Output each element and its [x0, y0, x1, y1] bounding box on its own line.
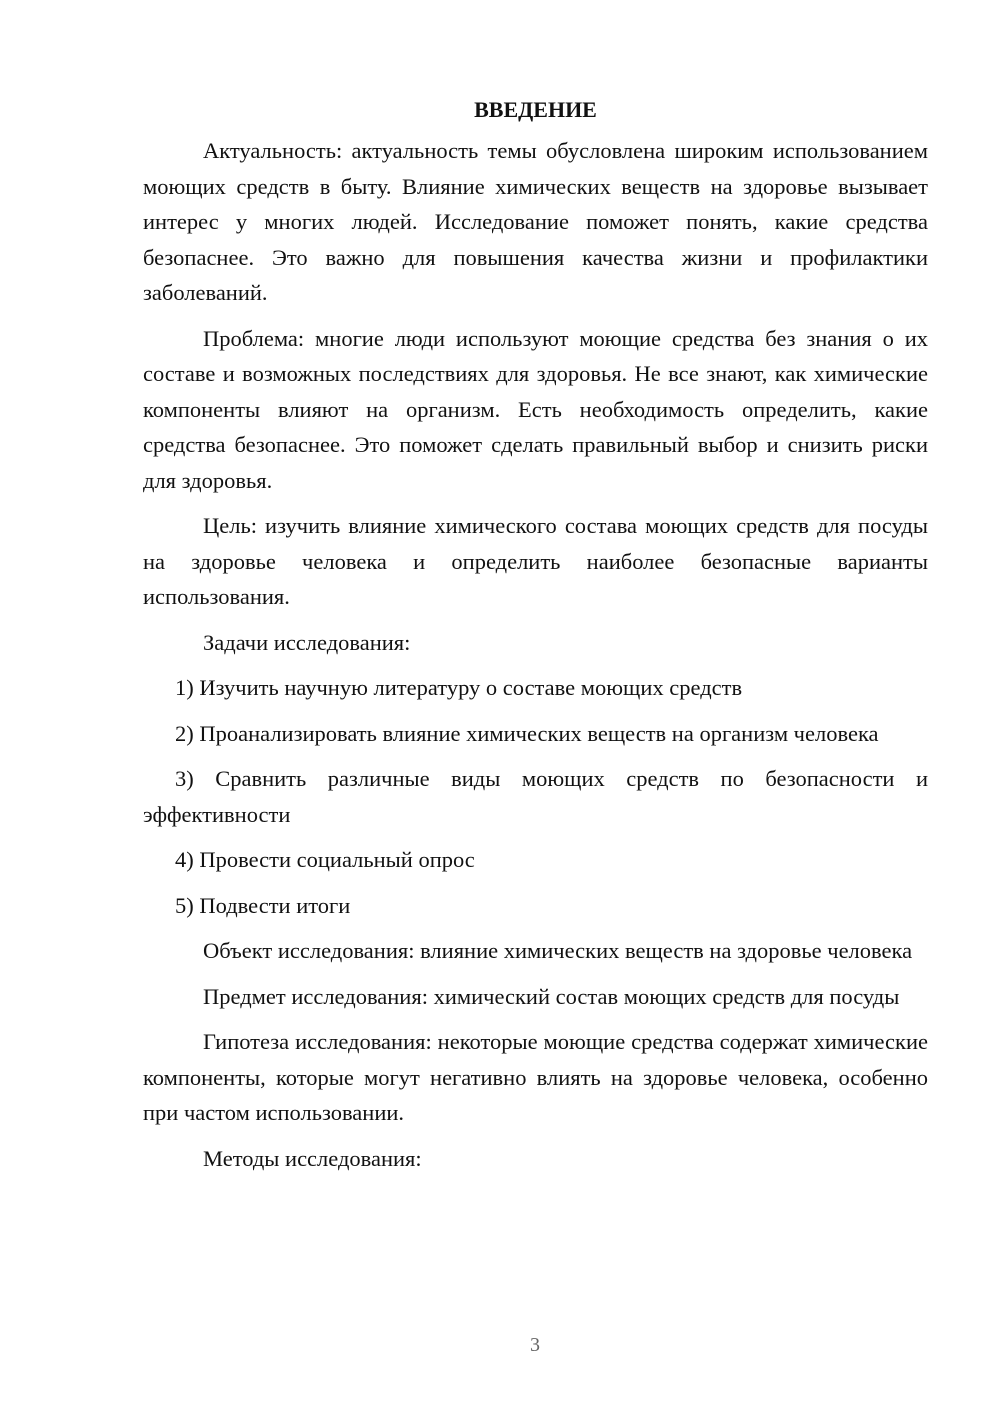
task-item-1: 1) Изучить научную литературу о составе моющих средств: [175, 675, 743, 700]
methods-heading: Методы исследования:: [203, 1145, 422, 1171]
paragraph-goal: Цель: изучить влияние химического состава моющих средств для посуды на здоровье человека и определить наиболее безопасные варианты использования.: [143, 513, 928, 609]
paragraph-hypothesis: Гипотеза исследования: некоторые моющие средства содержат химические компоненты, которые могут негативно влиять на здоровье человека, особенно при частом использовании.: [143, 1029, 928, 1125]
task-item-4: 4) Провести социальный опрос: [175, 847, 475, 872]
section-title: ВВЕДЕНИЕ: [474, 97, 597, 122]
paragraph-relevance: Актуальность: актуальность темы обусловлена широким использованием моющих средств в быту. Влияние химических веществ на здоровье вызывает интерес у многих людей. Исследование поможет понять, какие средства безопаснее. Это важно для повышения качества жизни и профилактики заболеваний.: [143, 138, 928, 305]
paragraph-subject: Предмет исследования: химический состав моющих средств для посуды: [203, 983, 900, 1009]
document-page: [143, 92, 928, 1186]
page-number: 3: [530, 1334, 540, 1356]
paragraph-object: Объект исследования: влияние химических веществ на здоровье человека: [203, 938, 913, 963]
task-item-3: 3) Сравнить различные виды моющих средств по безопасности и эффективности: [143, 766, 928, 827]
paragraph-problem: Проблема: многие люди используют моющие средства без знания о их составе и возможных последствиях для здоровья. Не все знают, как химические компоненты влияют на организм. Есть необходимость определить, какие средства безопаснее. Это поможет сделать правильный выбор и снизить риски для здоровья.: [143, 325, 928, 493]
tasks-heading: Задачи исследования:: [203, 629, 411, 655]
task-item-2: 2) Проанализировать влияние химических веществ на организм человека: [175, 720, 879, 746]
task-item-5: 5) Подвести итоги: [175, 892, 351, 918]
